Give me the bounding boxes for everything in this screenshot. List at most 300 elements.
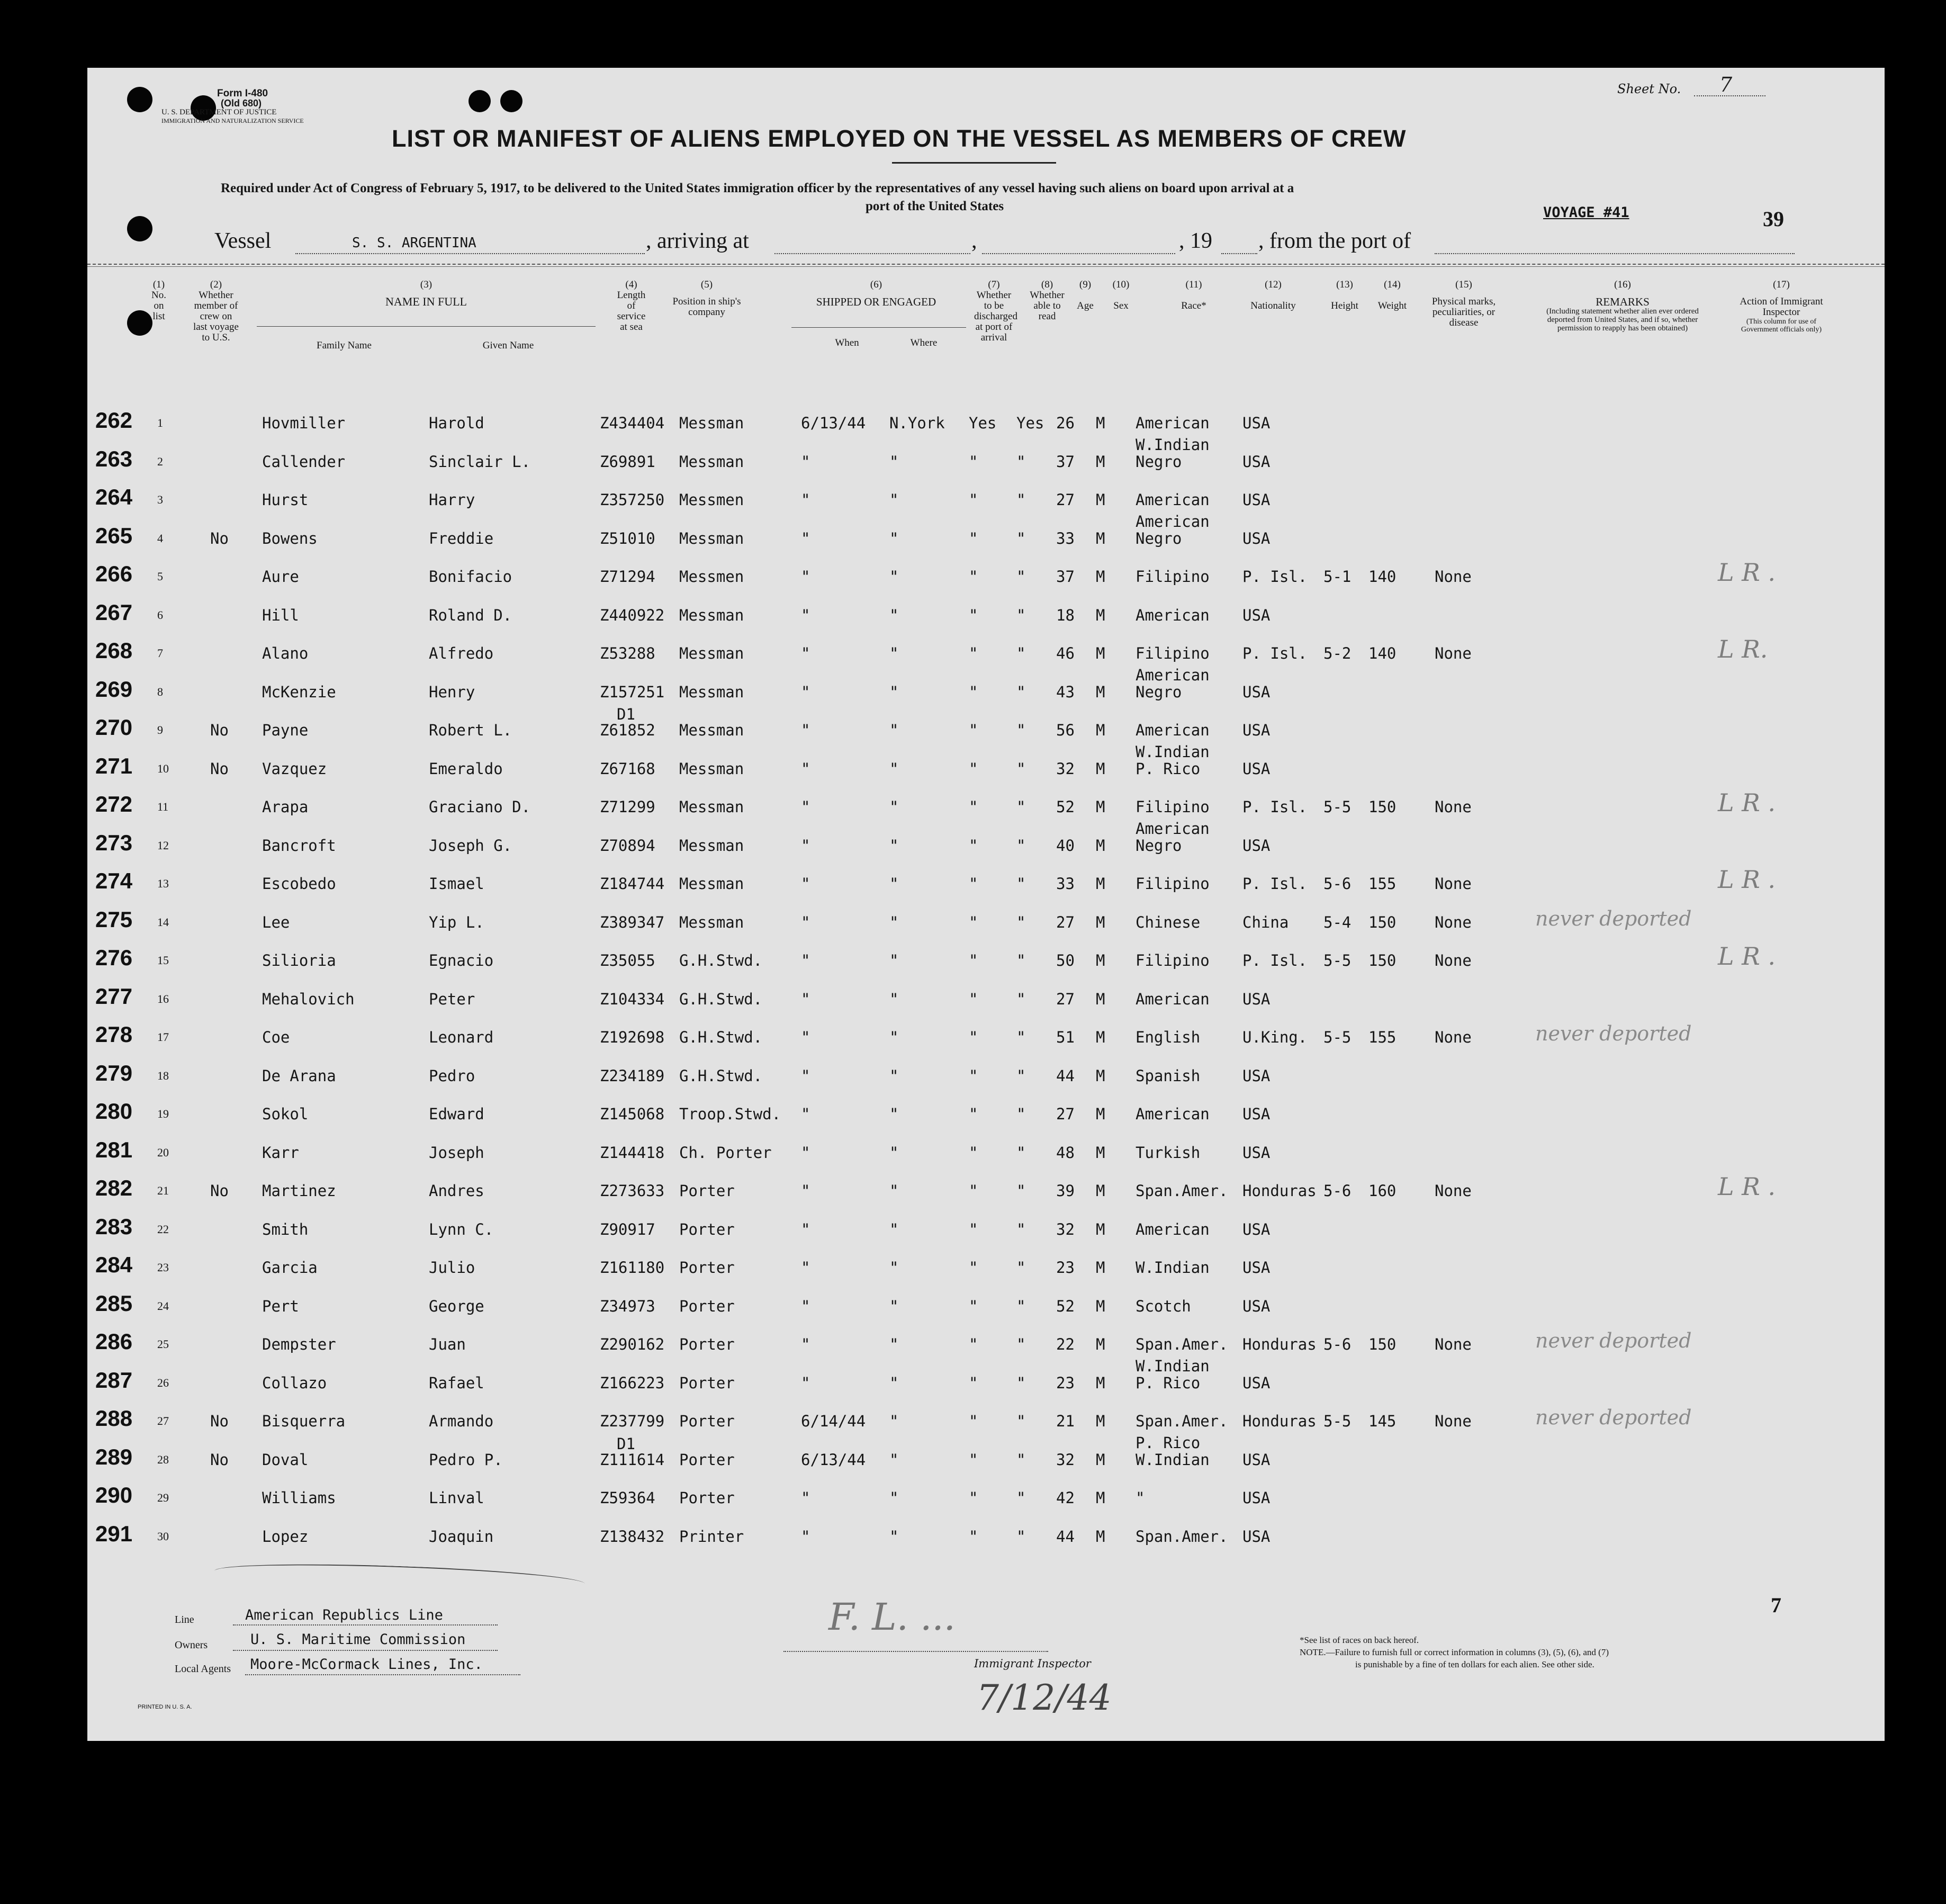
row-shipped-when: ": [801, 1489, 810, 1507]
row-family-name: Payne: [262, 721, 309, 739]
row-service-length: Z144418: [600, 1143, 665, 1162]
row-shipped-when: ": [801, 529, 810, 547]
row-nationality: USA: [1242, 1143, 1271, 1162]
row-sex: M: [1096, 1105, 1105, 1123]
row-sex: M: [1096, 798, 1105, 816]
row-physical-marks: None: [1435, 798, 1472, 816]
row-age: 37: [1056, 568, 1075, 586]
row-last-voyage: No: [210, 1450, 229, 1469]
row-height: 5-1: [1323, 568, 1352, 586]
sheet-number-line: [1694, 95, 1765, 96]
row-age: 32: [1056, 1220, 1075, 1238]
row-able-to-read: ": [1016, 1182, 1026, 1200]
row-height: 5-5: [1323, 951, 1352, 969]
row-family-name: Arapa: [262, 798, 309, 816]
row-weight: 150: [1368, 913, 1397, 931]
row-family-name: Mehalovich: [262, 990, 355, 1008]
row-line-number: 286: [95, 1329, 133, 1354]
table-row: [87, 1433, 1885, 1475]
table-row: [87, 819, 1885, 861]
row-list-number: 2: [157, 454, 163, 468]
row-service-length: Z237799: [600, 1412, 665, 1430]
row-age: 51: [1056, 1028, 1075, 1046]
row-position: Ch. Porter: [679, 1143, 772, 1162]
col-15-number: (15): [1455, 279, 1472, 290]
row-given-name: Juan: [429, 1335, 466, 1353]
row-discharged: ": [969, 606, 978, 624]
row-able-to-read: ": [1016, 452, 1026, 471]
row-list-number: 22: [157, 1222, 169, 1236]
header-rule-top: [87, 264, 1885, 265]
col-10-header: [1106, 280, 1136, 311]
row-shipped-where: ": [889, 1259, 899, 1277]
col-9-title: Age: [1077, 300, 1094, 311]
row-age: 27: [1056, 913, 1075, 931]
col-17-subtitle: (This column for use of Government officials only): [1741, 318, 1822, 334]
row-inspector-action: L R .: [1718, 788, 1776, 817]
col-8-title: Whether able to read: [1030, 290, 1065, 322]
row-shipped-when: ": [801, 913, 810, 931]
col-14-header: [1371, 280, 1413, 311]
punch-hole: [127, 216, 152, 241]
row-sex: M: [1096, 1259, 1105, 1277]
table-row: [87, 906, 1885, 938]
from-port-label: , from the port of: [1258, 229, 1411, 253]
manifest-subtitle-2: port of the United States: [866, 199, 1004, 213]
row-able-to-read: ": [1016, 1143, 1026, 1162]
row-sex: M: [1096, 836, 1105, 855]
row-shipped-when: ": [801, 1220, 810, 1238]
col-8-header: [1023, 280, 1071, 322]
row-last-voyage: No: [210, 759, 229, 778]
row-nationality: USA: [1242, 1066, 1271, 1085]
row-shipped-where: ": [889, 682, 899, 701]
row-weight: 145: [1368, 1412, 1397, 1430]
col-5-number: (5): [700, 279, 713, 290]
col-1-number: (1): [152, 279, 165, 290]
row-sex: M: [1096, 759, 1105, 778]
row-race: W.Indian: [1136, 1259, 1210, 1277]
row-able-to-read: ": [1016, 913, 1026, 931]
col-3-number: (3): [420, 279, 433, 290]
col-15-header: [1427, 280, 1501, 328]
row-height: 5-6: [1323, 1335, 1352, 1353]
row-list-number: 10: [157, 761, 169, 775]
table-row: [87, 1213, 1885, 1245]
row-position: Messman: [679, 529, 744, 547]
row-nationality: USA: [1242, 1489, 1271, 1507]
row-line-number: 288: [95, 1406, 133, 1431]
col-4-title: Length of service at sea: [617, 290, 646, 333]
col-17-title: Action of Immigrant Inspector: [1740, 296, 1823, 318]
row-nationality: P. Isl.: [1242, 568, 1308, 586]
row-able-to-read: ": [1016, 1412, 1026, 1430]
row-service-length: Z234189: [600, 1066, 665, 1085]
row-nationality: U.King.: [1242, 1028, 1308, 1046]
row-family-name: Garcia: [262, 1259, 318, 1277]
row-position: Messman: [679, 452, 744, 471]
row-height: 5-5: [1323, 1412, 1352, 1430]
row-age: 32: [1056, 759, 1075, 778]
table-row: [87, 483, 1885, 515]
row-list-number: 29: [157, 1491, 169, 1504]
row-discharged: ": [969, 759, 978, 778]
row-line-number: 282: [95, 1175, 133, 1200]
row-nationality: USA: [1242, 414, 1271, 432]
row-given-name: Joaquin: [429, 1527, 494, 1546]
row-race: American: [1136, 491, 1210, 509]
table-row: [87, 637, 1885, 669]
row-race: American: [1136, 606, 1210, 624]
row-family-name: Doval: [262, 1450, 309, 1469]
row-age: 44: [1056, 1066, 1075, 1085]
row-service-length: Z389347: [600, 913, 665, 931]
row-service-length: Z357250: [600, 491, 665, 509]
row-shipped-where: N.York: [889, 414, 945, 432]
table-row: [87, 705, 1885, 746]
row-able-to-read: ": [1016, 682, 1026, 701]
row-race: P. Rico: [1136, 759, 1201, 778]
row-position: Messman: [679, 759, 744, 778]
row-race: Chinese: [1136, 913, 1201, 931]
row-sex: M: [1096, 721, 1105, 739]
row-list-number: 27: [157, 1414, 169, 1427]
manifest-sheet: [87, 68, 1885, 1741]
arriving-date-line: [982, 253, 1175, 254]
row-shipped-when: ": [801, 721, 810, 739]
row-line-number: 281: [95, 1137, 133, 1162]
row-able-to-read: ": [1016, 990, 1026, 1008]
row-age: 23: [1056, 1259, 1075, 1277]
row-shipped-where: ": [889, 1527, 899, 1546]
col-7-title: Whether to be discharged at port of arrival: [974, 290, 1017, 343]
row-given-name: Lynn C.: [429, 1220, 494, 1238]
row-weight: 150: [1368, 951, 1397, 969]
row-shipped-where: ": [889, 721, 899, 739]
row-family-name: De Arana: [262, 1066, 336, 1085]
table-row: [87, 512, 1885, 554]
row-race: Span.Amer.: [1136, 1335, 1228, 1353]
row-race: Scotch: [1136, 1297, 1191, 1315]
row-given-name: Andres: [429, 1182, 484, 1200]
row-nationality: USA: [1242, 606, 1271, 624]
row-discharged: ": [969, 990, 978, 1008]
row-discharged: ": [969, 913, 978, 931]
row-discharged: ": [969, 1297, 978, 1315]
row-shipped-where: ": [889, 836, 899, 855]
printed-in: PRINTED IN U. S. A.: [138, 1704, 192, 1710]
row-shipped-when: ": [801, 1259, 810, 1277]
row-position: Messman: [679, 606, 744, 624]
row-shipped-where: ": [889, 1105, 899, 1123]
row-family-name: Bancroft: [262, 836, 336, 855]
form-service: IMMIGRATION AND NATURALIZATION SERVICE: [161, 117, 304, 124]
row-shipped-where: ": [889, 644, 899, 662]
row-shipped-when: ": [801, 1182, 810, 1200]
row-age: 37: [1056, 452, 1075, 471]
row-sex: M: [1096, 682, 1105, 701]
row-line-number: 284: [95, 1252, 133, 1277]
row-line-number: 272: [95, 792, 133, 816]
row-shipped-where: ": [889, 913, 899, 931]
row-family-name: Vazquez: [262, 759, 327, 778]
row-weight: 155: [1368, 875, 1397, 893]
row-nationality: USA: [1242, 1373, 1271, 1392]
table-row: [87, 1481, 1885, 1513]
row-service-length: Z59364: [600, 1489, 655, 1507]
line-label: Line: [175, 1614, 194, 1625]
row-position: Messman: [679, 798, 744, 816]
row-list-number: 19: [157, 1107, 169, 1120]
from-port-line: [1435, 253, 1795, 254]
row-given-name: George: [429, 1297, 484, 1315]
row-age: 22: [1056, 1335, 1075, 1353]
form-old-number: (Old 680): [221, 98, 262, 109]
line-value-rule: [233, 1624, 498, 1625]
row-line-number: 291: [95, 1521, 133, 1546]
row-weight: 140: [1368, 644, 1397, 662]
row-shipped-where: ": [889, 990, 899, 1008]
col-10-title: Sex: [1113, 300, 1129, 311]
row-sex: M: [1096, 529, 1105, 547]
row-race: Span.Amer.: [1136, 1527, 1228, 1546]
row-sex: M: [1096, 1182, 1105, 1200]
row-list-number: 4: [157, 531, 163, 545]
row-line-number: 277: [95, 983, 133, 1009]
row-line-number: 262: [95, 408, 133, 433]
row-able-to-read: ": [1016, 1220, 1026, 1238]
row-shipped-when: ": [801, 1105, 810, 1123]
row-list-number: 18: [157, 1068, 169, 1082]
sheet-number-value: 7: [1719, 73, 1733, 96]
row-given-name: Pedro P.: [429, 1450, 503, 1469]
row-given-name: Yip L.: [429, 913, 484, 931]
row-service-length: Z157251: [600, 682, 665, 701]
row-height: 5-6: [1323, 1182, 1352, 1200]
row-given-name: Harry: [429, 491, 475, 509]
row-age: 42: [1056, 1489, 1075, 1507]
row-race: American: [1136, 1105, 1210, 1123]
row-service-note: D1: [617, 1434, 635, 1453]
line-value: American Republics Line: [245, 1607, 443, 1623]
row-race-secondary: American: [1136, 666, 1210, 684]
row-shipped-where: ": [889, 1373, 899, 1392]
row-shipped-where: ": [889, 1297, 899, 1315]
row-sex: M: [1096, 1028, 1105, 1046]
row-shipped-when: ": [801, 1335, 810, 1353]
row-line-number: 273: [95, 830, 133, 855]
row-service-length: Z273633: [600, 1182, 665, 1200]
row-physical-marks: None: [1435, 1335, 1472, 1353]
row-last-voyage: No: [210, 1182, 229, 1200]
row-family-name: Lee: [262, 913, 290, 931]
col-3-header: [257, 280, 596, 307]
row-shipped-when: ": [801, 875, 810, 893]
row-shipped-when: ": [801, 759, 810, 778]
row-line-number: 268: [95, 638, 133, 663]
row-physical-marks: None: [1435, 1412, 1472, 1430]
row-service-length: Z53288: [600, 644, 655, 662]
row-race: American: [1136, 721, 1210, 739]
row-service-length: Z290162: [600, 1335, 665, 1353]
row-shipped-where: ": [889, 1066, 899, 1085]
row-given-name: Pedro: [429, 1066, 475, 1085]
row-given-name: Freddie: [429, 529, 494, 547]
row-family-name: Coe: [262, 1028, 290, 1046]
col-5-header: [667, 280, 746, 318]
table-row: [87, 1290, 1885, 1322]
row-line-number: 271: [95, 753, 133, 778]
row-service-length: Z35055: [600, 951, 655, 969]
vessel-label: Vessel: [214, 229, 272, 253]
punch-hole: [469, 90, 491, 112]
row-shipped-where: ": [889, 875, 899, 893]
manifest-subtitle-1: Required under Act of Congress of February 5, 1917, to be delivered to the United States immigration officer by the representatives of any vessel having such aliens on board upon arrival at a: [221, 181, 1294, 195]
owners-value: U. S. Maritime Commission: [250, 1631, 466, 1648]
row-sex: M: [1096, 913, 1105, 931]
row-service-length: Z161180: [600, 1259, 665, 1277]
col-11-number: (11): [1185, 279, 1202, 290]
row-service-length: Z51010: [600, 529, 655, 547]
row-given-name: Edward: [429, 1105, 484, 1123]
row-age: 21: [1056, 1412, 1075, 1430]
col-9-number: (9): [1079, 279, 1092, 290]
row-sex: M: [1096, 606, 1105, 624]
row-given-name: Joseph: [429, 1143, 484, 1162]
row-sex: M: [1096, 1527, 1105, 1546]
row-list-number: 20: [157, 1145, 169, 1159]
row-able-to-read: ": [1016, 1527, 1026, 1546]
col-15-title: Physical marks, peculiarities, or disease: [1431, 296, 1496, 328]
punch-hole: [127, 87, 152, 112]
row-shipped-when: ": [801, 1373, 810, 1392]
table-row: [87, 1136, 1885, 1168]
row-nationality: USA: [1242, 836, 1271, 855]
row-able-to-read: ": [1016, 951, 1026, 969]
row-weight: 150: [1368, 798, 1397, 816]
row-given-name: Rafael: [429, 1373, 484, 1392]
row-race: Filipino: [1136, 644, 1210, 662]
row-line-number: 283: [95, 1214, 133, 1239]
row-family-name: Aure: [262, 568, 299, 586]
row-given-name: Roland D.: [429, 606, 512, 624]
row-position: G.H.Stwd.: [679, 990, 763, 1008]
row-height: 5-6: [1323, 875, 1352, 893]
inspector-label: Immigrant Inspector: [974, 1657, 1091, 1670]
row-shipped-when: 6/13/44: [801, 1450, 866, 1469]
row-able-to-read: Yes: [1016, 414, 1044, 432]
arriving-comma: ,: [971, 229, 977, 253]
voyage-number: VOYAGE #41: [1543, 204, 1629, 221]
row-line-number: 263: [95, 446, 133, 471]
row-shipped-when: ": [801, 491, 810, 509]
col-16-number: (16): [1614, 279, 1631, 290]
row-physical-marks: None: [1435, 913, 1472, 931]
row-family-name: Martinez: [262, 1182, 336, 1200]
row-list-number: 11: [157, 800, 169, 813]
col-7-number: (7): [988, 279, 1000, 290]
agents-value-rule: [245, 1674, 520, 1675]
row-line-number: 289: [95, 1444, 133, 1469]
row-service-note: D1: [617, 705, 635, 723]
row-shipped-where: ": [889, 568, 899, 586]
col-3b-title: Given Name: [482, 340, 534, 351]
row-able-to-read: ": [1016, 721, 1026, 739]
row-shipped-when: ": [801, 568, 810, 586]
row-sex: M: [1096, 644, 1105, 662]
table-row: [87, 983, 1885, 1014]
row-family-name: Collazo: [262, 1373, 327, 1392]
row-list-number: 7: [157, 646, 163, 660]
row-line-number: 287: [95, 1367, 133, 1393]
row-age: 46: [1056, 644, 1075, 662]
table-row: [87, 1174, 1885, 1206]
col-12-title: Nationality: [1250, 300, 1296, 311]
row-age: 56: [1056, 721, 1075, 739]
row-age: 52: [1056, 798, 1075, 816]
row-able-to-read: ": [1016, 836, 1026, 855]
vessel-line: [295, 253, 645, 254]
row-shipped-where: ": [889, 1450, 899, 1469]
row-family-name: Dempster: [262, 1335, 336, 1353]
row-race-secondary: W.Indian: [1136, 742, 1210, 761]
col-1-header: [140, 280, 177, 322]
row-able-to-read: ": [1016, 644, 1026, 662]
row-given-name: Sinclair L.: [429, 452, 531, 471]
row-list-number: 3: [157, 493, 163, 506]
row-shipped-where: ": [889, 798, 899, 816]
row-discharged: ": [969, 1527, 978, 1546]
row-nationality: China: [1242, 913, 1289, 931]
row-position: Messman: [679, 913, 744, 931]
row-service-length: Z61852: [600, 721, 655, 739]
row-physical-marks: None: [1435, 1182, 1472, 1200]
row-remarks: never deported: [1535, 1022, 1692, 1045]
table-row: [87, 1059, 1885, 1091]
row-position: Printer: [679, 1527, 744, 1546]
row-sex: M: [1096, 1335, 1105, 1353]
row-inspector-action: L R.: [1718, 635, 1768, 663]
row-age: 52: [1056, 1297, 1075, 1315]
row-service-length: Z145068: [600, 1105, 665, 1123]
row-discharged: ": [969, 682, 978, 701]
row-able-to-read: ": [1016, 529, 1026, 547]
row-able-to-read: ": [1016, 759, 1026, 778]
row-last-voyage: No: [210, 529, 229, 547]
table-row: [87, 1098, 1885, 1129]
row-sex: M: [1096, 568, 1105, 586]
col-7-header: [969, 280, 1019, 343]
row-race: Turkish: [1136, 1143, 1201, 1162]
row-given-name: Robert L.: [429, 721, 512, 739]
row-position: Porter: [679, 1220, 735, 1238]
row-line-number: 278: [95, 1022, 133, 1047]
arriving-port-line: [774, 253, 970, 254]
row-list-number: 23: [157, 1261, 169, 1274]
row-able-to-read: ": [1016, 491, 1026, 509]
row-family-name: Escobedo: [262, 875, 336, 893]
row-list-number: 28: [157, 1452, 169, 1466]
row-list-number: 9: [157, 723, 163, 737]
row-given-name: Alfredo: [429, 644, 494, 662]
row-physical-marks: None: [1435, 568, 1472, 586]
col-4-header: [609, 280, 654, 333]
row-line-number: 274: [95, 868, 133, 893]
row-discharged: ": [969, 1066, 978, 1085]
row-sex: M: [1096, 1489, 1105, 1507]
row-nationality: USA: [1242, 1259, 1271, 1277]
table-row: [87, 666, 1885, 707]
